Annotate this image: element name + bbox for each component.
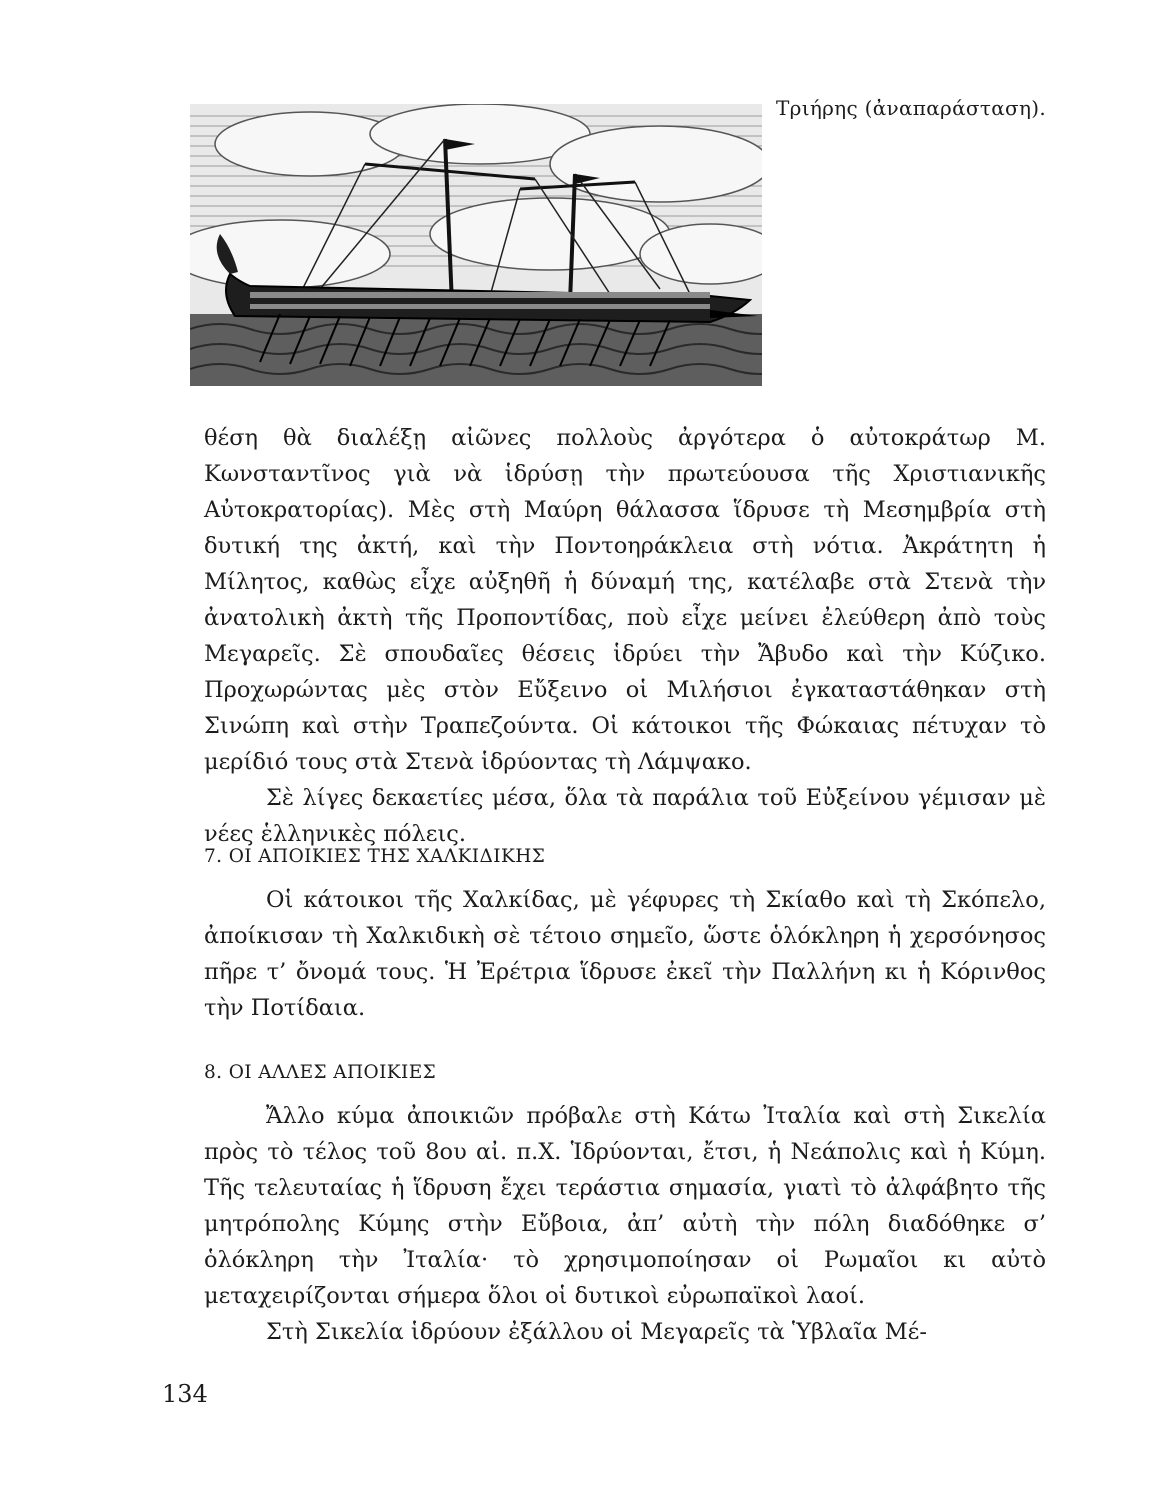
paragraph: Οἱ κάτοικοι τῆς Χαλκίδας, μὲ γέφυρες τὴ Σκίαθο καὶ τὴ Σκόπελο, ἀποίκισαν τὴ Χαλκιδικὴ σὲ τέτοιο σημεῖο, ὥστε ὁλόκληρη ἡ χερσόνησος πῆρε τ’ ὄνομά τους. Ἡ Ἐρέτρια ἵδρυσε ἐκεῖ τὴν Παλλήνη κι ἡ Κόρινθος τὴν Ποτίδαια. (204, 887, 1046, 1021)
page-number: 134 (162, 1380, 208, 1408)
paragraph: Σὲ λίγες δεκαετίες μέσα, ὅλα τὰ παράλια τοῦ Εὐξείνου γέμισαν μὲ νέες ἑλληνικὲς πόλεις. (204, 785, 1046, 847)
paragraph: Ἄλλο κύμα ἀποικιῶν πρόβαλε στὴ Κάτω Ἰταλία καὶ στὴ Σικελία πρὸς τὸ τέλος τοῦ 8ου αἰ. π.Χ. Ἱδρύονται, ἔτσι, ἡ Νεάπολις καὶ ἡ Κύμη. Τῆς τελευταίας ἡ ἵδρυση ἔχει τεράστια σημασία, γιατὶ τὸ ἀλφάβητο τῆς μητρόπολης Κύμης στὴν Εὔβοια, ἀπ’ αὐτὴ τὴν πόλη διαδόθηκε σ’ ὁλόκληρη τὴν Ἰταλία· τὸ χρησιμοποίησαν οἱ Ρωμαῖοι κι αὐτὸ μεταχειρίζονται σήμερα ὅλοι οἱ δυτικοὶ εὐρωπαϊκοὶ λαοί. (204, 1103, 1046, 1309)
trireme-illustration (190, 104, 762, 386)
section-7-text (204, 882, 1046, 1026)
section-heading-7: 7. ΟΙ ΑΠΟΙΚΙΕΣ ΤΗΣ ΧΑΛΚΙΔΙΚΗΣ (204, 846, 546, 867)
figure-caption: Τριήρης (ἀναπαράσταση). (776, 96, 1047, 120)
paragraph: θέση θὰ διαλέξῃ αἰῶνες πολλοὺς ἀργότερα ὁ αὐτοκράτωρ Μ. Κωνσταντῖνος γιὰ νὰ ἱδρύσῃ τὴν πρωτεύουσα τῆς Χριστιανικῆς Αὐτοκρατορίας). Μὲς στὴ Μαύρη θάλασσα ἵδρυσε τὴ Μεσημβρία στὴ δυτική της ἀκτή, καὶ τὴν Ποντοηράκλεια στὴ νότια. Ἀκράτητη ἡ Μίλητος, καθὼς εἶχε αὐξηθῆ ἡ δύναμή της, κατέλαβε στὰ Στενὰ τὴν ἀνατολικὴ ἀκτὴ τῆς Προποντίδας, ποὺ εἶχε μείνει ἐλεύθερη ἀπὸ τοὺς Μεγαρεῖς. Σὲ σπουδαῖες θέσεις ἱδρύει τὴν Ἄβυδο καὶ τὴν Κύζικο. Προχωρώντας μὲς στὸν Εὔξεινο οἱ Μιλήσιοι ἐγκαταστάθηκαν στὴ Σινώπη καὶ στὴν Τραπεζούντα. Οἱ κάτοικοι τῆς Φώκαιας πέτυχαν τὸ μερίδιό τους στὰ Στενὰ ἱδρύοντας τὴ Λάμψακο. (204, 425, 1046, 775)
top-text-block (204, 420, 1046, 852)
paragraph: Στὴ Σικελία ἱδρύουν ἐξάλλου οἱ Μεγαρεῖς τὰ Ὑβλαῖα Μέ- (266, 1319, 927, 1345)
section-8-text (204, 1098, 1046, 1350)
section-heading-8: 8. ΟΙ ΑΛΛΕΣ ΑΠΟΙΚΙΕΣ (204, 1062, 437, 1083)
